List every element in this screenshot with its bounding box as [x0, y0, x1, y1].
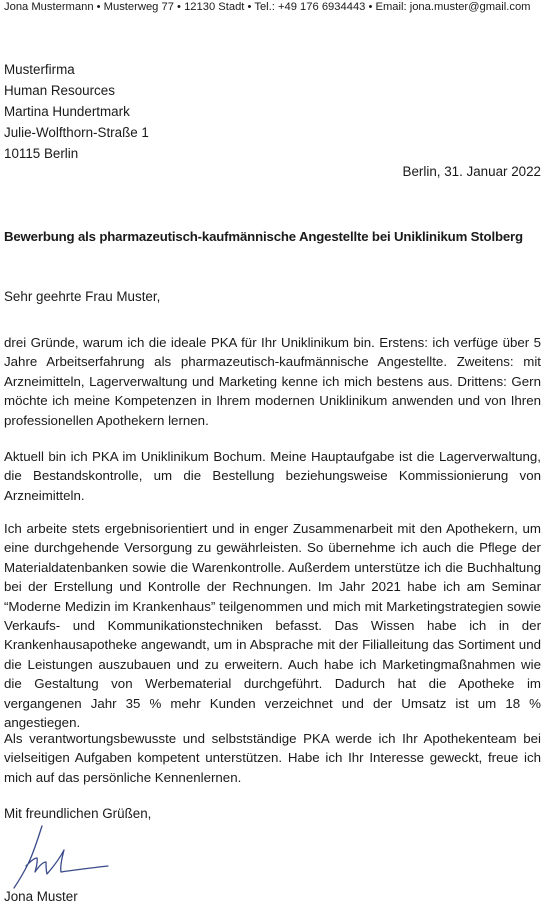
closing-phrase: Mit freundlichen Grüßen,	[4, 806, 152, 821]
recipient-company: Musterfirma	[4, 62, 75, 77]
date-line: Berlin, 31. Januar 2022	[402, 164, 541, 179]
recipient-street: Julie-Wolfthorn-Straße 1	[4, 125, 149, 140]
body-paragraph-intro: drei Gründe, warum ich die ideale PKA für Ihr Uniklinikum bin. Erstens: ich verfüge über 5 Jahre Arbeitserfahrung als pharmazeutisch-kaufmännische Angestellte. Zweitens: mit Arzneimitteln, Lagerverwaltung und Marketing kenne ich mich bestens aus. Drittens: Gern möchte ich meine Kompetenzen in Ihrem modernen Uniklinikum anwenden und von Ihren professionellen Apothekern lernen.	[4, 335, 541, 428]
recipient-department: Human Resources	[4, 83, 115, 98]
recipient-city: 10115 Berlin	[4, 146, 79, 161]
salutation: Sehr geehrte Frau Muster,	[4, 289, 161, 304]
body-paragraph-experience: Ich arbeite stets ergebnisorientiert und in enger Zusammenarbeit mit den Apothekern, um eine durchgehende Versorgung zu gewährleisten. So übernehme ich auch die Pflege der Materialdatenbanken sowie die Warenkontrolle. Außerdem unterstütze ich die Buchhaltung bei der Erstellung und Kontrolle der Rechnungen. Im Jahr 2021 habe ich am Seminar “Moderne Medizin im Krankenhaus” teilgenommen und mich mit Marketingstrategien sowie Verkaufs- und Kommunikationstechniken befasst. Das Wissen habe ich in der Krankenhausapotheke angewandt, um in Absprache mit der Filialleitung das Sortiment und die Leistungen auszubauen und zu erweitern. Auch habe ich Marketingmaßnahmen wie die Gestaltung von Werbematerial durchgeführt. Dadurch hat die Apotheke im vergangenen Jahr 35 % mehr Kunden verzeichnet und der Umsatz ist um 18 % angestiegen.	[4, 521, 541, 731]
handwritten-signature	[4, 822, 124, 894]
recipient-address-block	[4, 59, 149, 164]
body-paragraph-current-role: Aktuell bin ich PKA im Uniklinikum Bochum. Meine Hauptaufgabe ist die Lagerverwaltung, die Bestandskontrolle, um die Bestellung beziehungsweise Kommissionierung von Arzneimitteln.	[4, 449, 541, 503]
body-paragraph-closing: Als verantwortungsbewusste und selbstständige PKA werde ich Ihr Apothekenteam bei vielseitigen Aufgaben kompetent unterstützen. Habe ich Ihr Interesse geweckt, freue ich mich auf das persönliche Kennenlernen.	[4, 731, 541, 785]
signature-name: Jona Muster	[4, 889, 78, 904]
sender-contact-line: Jona Mustermann • Musterweg 77 • 12130 Stadt • Tel.: +49 176 6934443 • Email: jona.muster@gmail.com	[4, 1, 531, 13]
recipient-contact: Martina Hundertmark	[4, 104, 130, 119]
subject-line: Bewerbung als pharmazeutisch-kaufmännische Angestellte bei Uniklinikum Stolberg	[4, 229, 523, 244]
